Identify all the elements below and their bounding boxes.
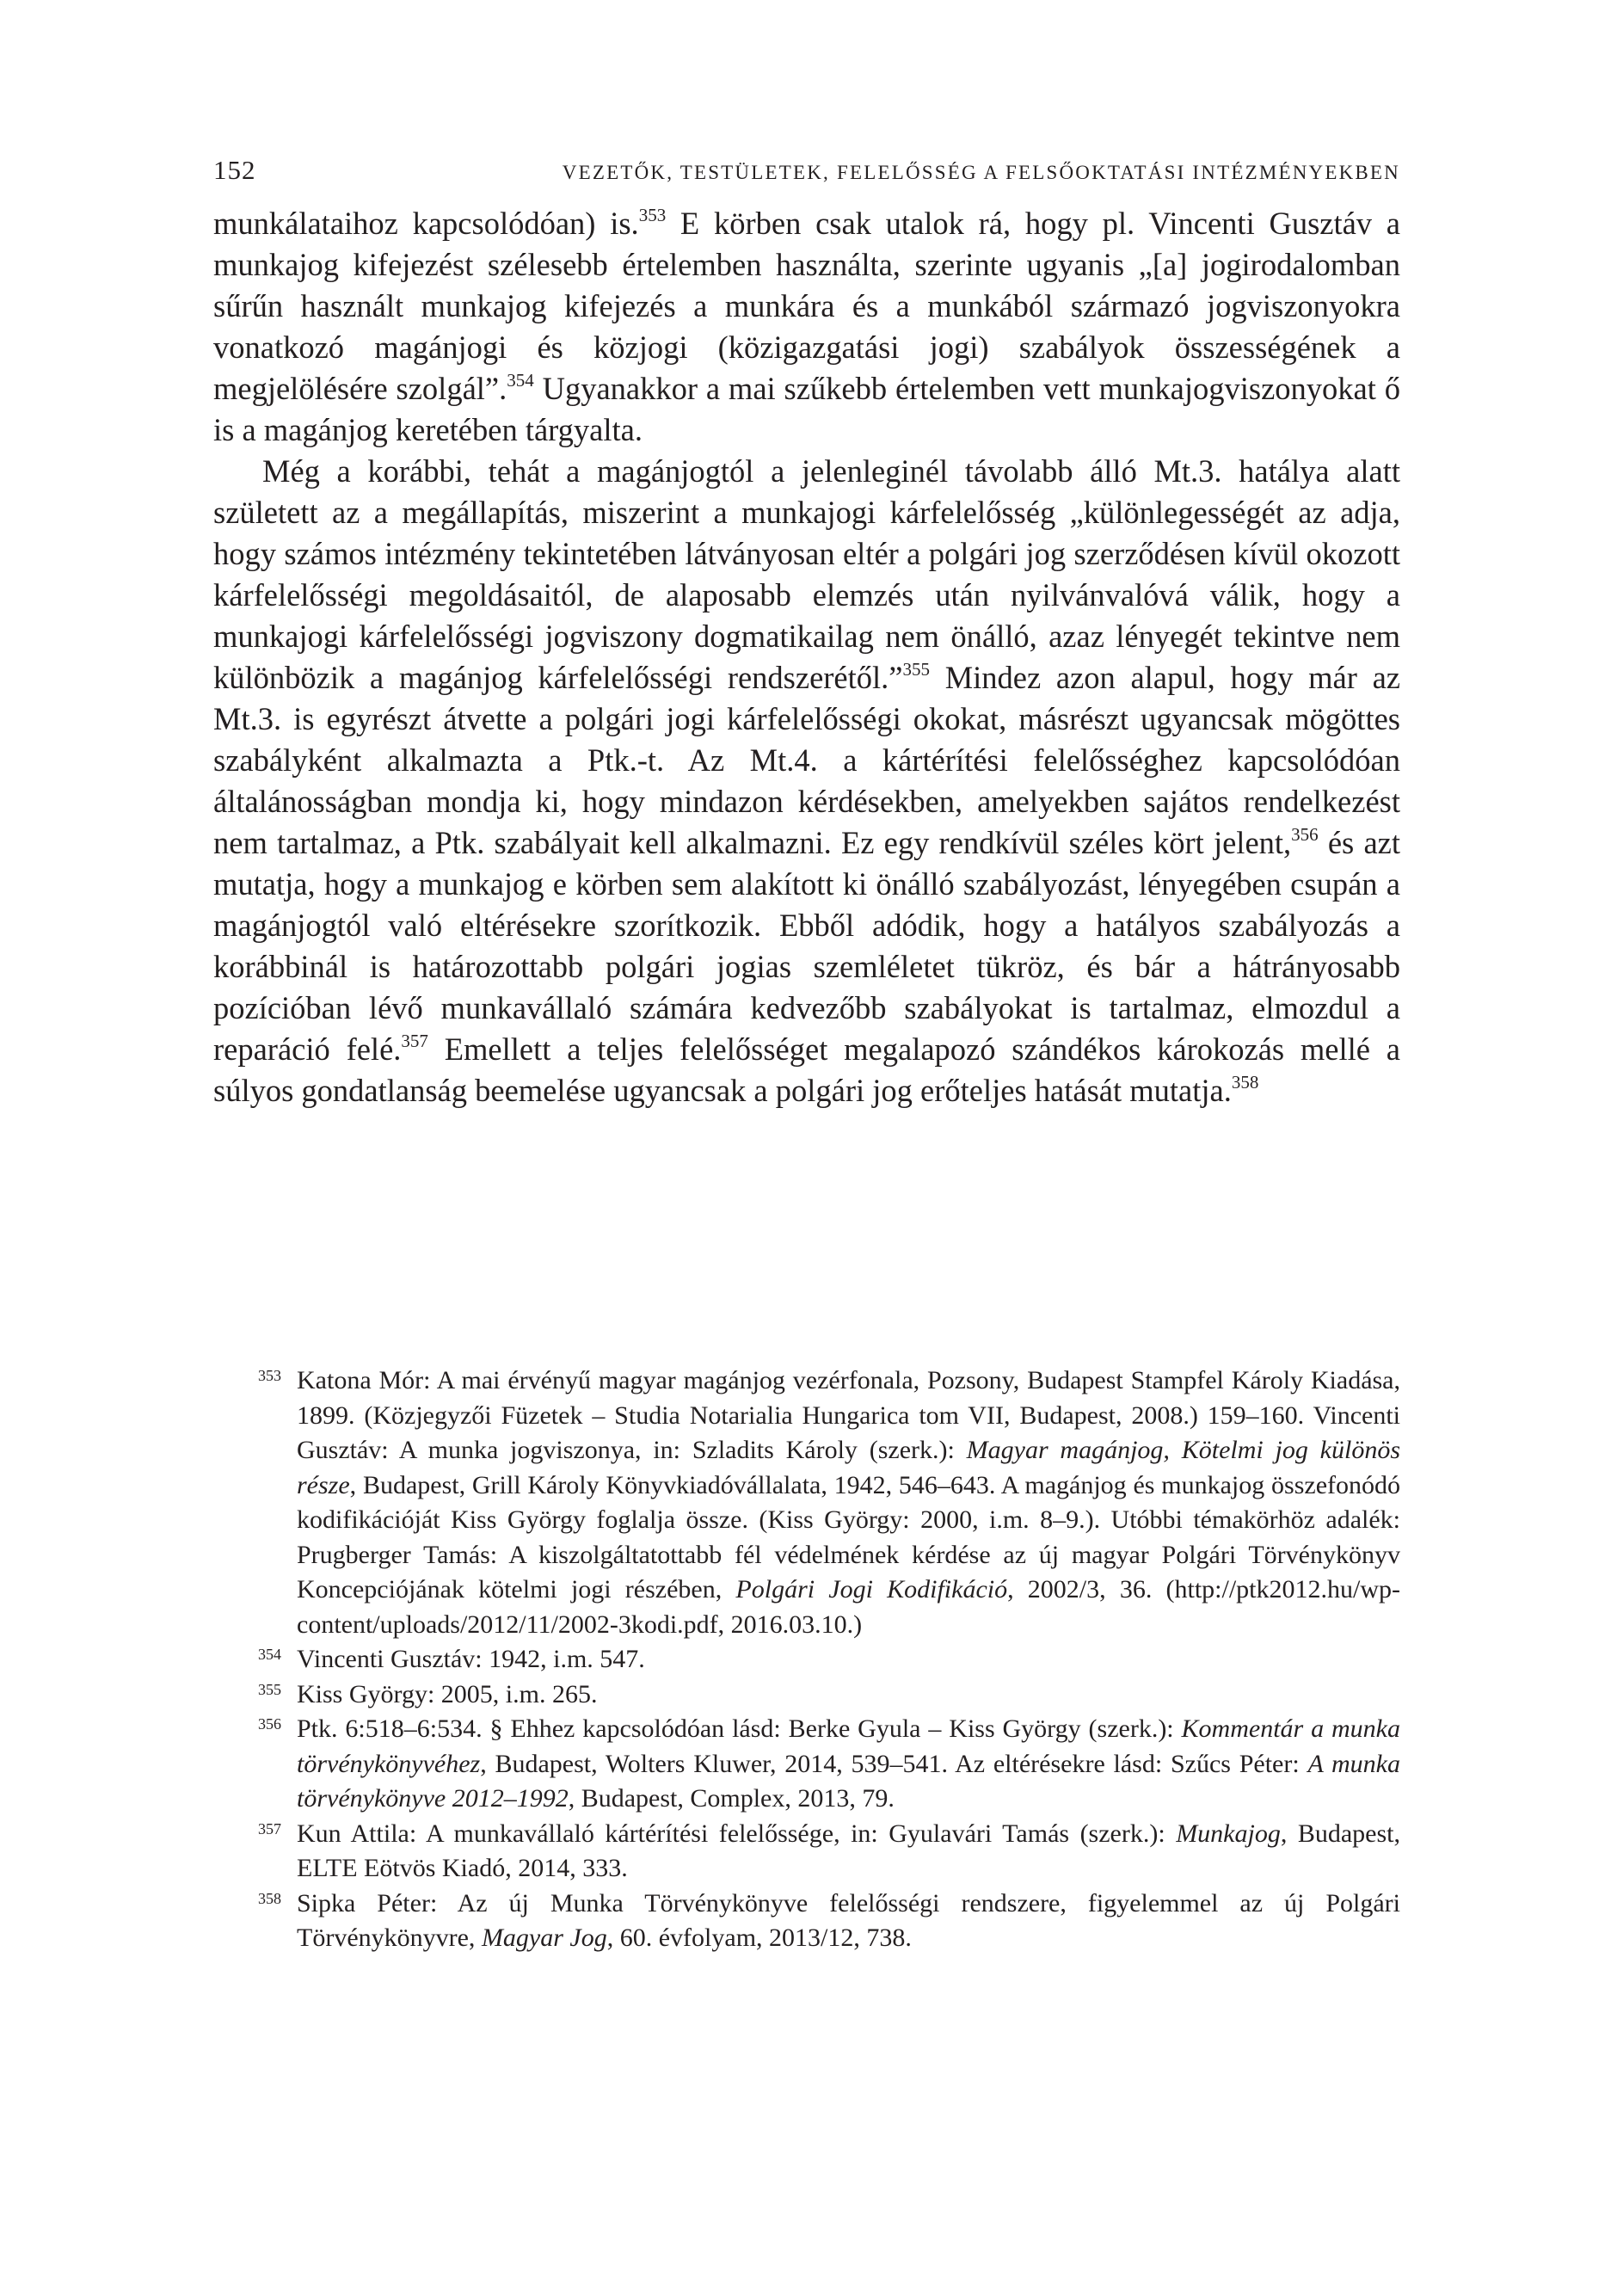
footnote-title-italic: A munka törvénykönyve 2012–1992 bbox=[297, 1749, 1401, 1813]
footnote-number: 355 bbox=[258, 1680, 281, 1698]
footnote-text bbox=[297, 1887, 1400, 1956]
body-text-run: és azt mutatja, hogy a munkajog e körben sem alakított ki önálló szabályozást, lényegében csupán a magánjogtól való eltérésekre szorítkozik. Ebből adódik, hogy a hatályos szabályozás a korábbinál is határozottabb polgári jogias szemléletet tükröz, és bár a hátrányosabb pozícióban lévő munkavállaló számára kedvezőbb szabályokat is tartalmaz, elmozdul a reparáció felé. bbox=[213, 825, 1400, 1067]
body-paragraph bbox=[213, 203, 1400, 451]
footnote-reference[interactable]: 357 bbox=[401, 1031, 428, 1051]
page-number: 152 bbox=[213, 155, 256, 185]
body-paragraph bbox=[213, 451, 1400, 1111]
footnote-text-run: Vincenti Gusztáv: 1942, i.m. 547. bbox=[297, 1645, 645, 1673]
footnote-reference[interactable]: 355 bbox=[902, 659, 930, 680]
footnote-title-italic: Kommentár a munka törvénykönyvéhez bbox=[297, 1714, 1400, 1778]
footnote-text-run: Katona Mór: A mai érvényű magyar magánjog vezérfonala, Pozsony, Budapest Stampfel Károly Kiadása, 1899. (Közjegyzői Füzetek – Studia Notarialia Hungarica tom VII, Budapest, 2008.) 159–160. Vincenti Gusztáv: A munka jogviszonya, in: Szladits Károly (szerk.): bbox=[297, 1366, 1400, 1464]
body-text-run: E körben csak utalok rá, hogy pl. Vincenti Gusztáv a munkajog kifejezést szélesebb értelemben használta, szerinte ugyanis „[a] jogirodalomban sűrűn használt munkajog kifejezés a munkára és a munkából származó jogviszonyokra vonatkozó magánjogi és közjogi (közigazgatási jogi) szabályok összességének a megjelölésére szolgál”. bbox=[213, 206, 1401, 406]
footnote-358 bbox=[258, 1887, 1400, 1956]
footnote-357 bbox=[258, 1817, 1400, 1887]
footnote-text-run: , Budapest, ELTE Eötvös Kiadó, 2014, 333. bbox=[297, 1819, 1400, 1882]
body-text-run: Még a korábbi, tehát a magánjogtól a jelenleginél távolabb álló Mt.3. hatálya alatt született az a megállapítás, miszerint a munkajogi kárfelelősség „különlegességét az adja, hogy számos intézmény tekintetében látványosan eltér a polgári jog szerződésen kívül okozott kárfelelősségi megoldásaitól, de alaposabb elemzés után nyilvánvalóvá válik, hogy a munkajogi kárfelelősségi jogviszony dogmatikailag nem önálló, azaz lényegét tekintve nem különbözik a magánjog kárfelelősségi rendszerétől.” bbox=[213, 453, 1400, 695]
footnote-number: 358 bbox=[258, 1889, 281, 1907]
footnote-text-run: , Budapest, Complex, 2013, 79. bbox=[568, 1784, 895, 1813]
footnote-text bbox=[297, 1677, 1400, 1713]
footnote-text bbox=[297, 1363, 1400, 1642]
footnote-text bbox=[297, 1817, 1400, 1887]
body-text-run: munkálataihoz kapcsolódóan) is. bbox=[213, 206, 639, 241]
footnote-title-italic: Munkajog bbox=[1176, 1819, 1281, 1848]
footnote-text-run: , 2002/3, 36. (http://ptk2012.hu/wp-content/uploads/2012/11/2002-3kodi.pdf, 2016.03.10.) bbox=[297, 1575, 1400, 1639]
footnote-number: 353 bbox=[258, 1367, 281, 1384]
footnote-number: 354 bbox=[258, 1646, 281, 1663]
footnote-354 bbox=[258, 1642, 1400, 1677]
body-text-run: Mindez azon alapul, hogy már az Mt.3. is egyrészt átvette a polgári jogi kárfelelősségi okokat, másrészt ugyancsak mögöttes szabályként alkalmazta a Ptk.-t. Az Mt.4. a kártérítési felelősséghez kapcsolódóan általánosságban mondja ki, hogy mindazon kérdésekben, amelyekben sajátos rendelkezést nem tartalmaz, a Ptk. szabályait kell alkalmazni. Ez egy rendkívül széles kört jelent, bbox=[213, 660, 1400, 860]
page-header bbox=[213, 155, 1400, 189]
footnote-355 bbox=[258, 1677, 1400, 1713]
footnote-number: 356 bbox=[258, 1715, 281, 1733]
footnote-356 bbox=[258, 1712, 1400, 1817]
footnote-text-run: , Budapest, Grill Károly Könyvkiadóvállalata, 1942, 546–643. A magánjog és munkajog összefonódó kodifikációját Kiss György foglalja össze. (Kiss György: 2000, i.m. 8–9.). Utóbbi témakörhöz adalék: Prugberger Tamás: A kiszolgáltatottabb fél védelmének kérdése az új magyar Polgári Törvénykönyv Koncepciójának kötelmi jogi részében, bbox=[297, 1470, 1400, 1604]
footnote-reference[interactable]: 354 bbox=[507, 370, 534, 391]
body-text-run: Emellett a teljes felelősséget megalapozó szándékos károkozás mellé a súlyos gondatlanság beemelése ugyancsak a polgári jog erőteljes hatását mutatja. bbox=[213, 1031, 1401, 1108]
footnote-title-italic: Magyar magánjog, Kötelmi jog különös része bbox=[297, 1436, 1400, 1499]
body-text bbox=[213, 203, 1400, 1111]
footnotes bbox=[258, 1363, 1400, 1956]
footnote-text-run: Kiss György: 2005, i.m. 265. bbox=[297, 1679, 598, 1708]
running-head: VEZETŐK, TESTÜLETEK, FELELŐSSÉG A FELSŐOKTATÁSI INTÉZMÉNYEKBEN bbox=[562, 162, 1400, 183]
footnote-text bbox=[297, 1712, 1400, 1817]
footnote-text-run: , Budapest, Wolters Kluwer, 2014, 539–541. Az eltérésekre lásd: Szűcs Péter: bbox=[480, 1749, 1308, 1778]
footnote-text-run: Kun Attila: A munkavállaló kártérítési felelőssége, in: Gyulavári Tamás (szerk.): bbox=[297, 1819, 1177, 1848]
footnote-title-italic: Polgári Jogi Kodifikáció bbox=[735, 1575, 1008, 1604]
footnote-text-run: , 60. évfolyam, 2013/12, 738. bbox=[606, 1924, 912, 1952]
footnote-text-run: Sipka Péter: Az új Munka Törvénykönyve felelősségi rendszere, figyelemmel az új Polgári Törvénykönyvre, bbox=[297, 1888, 1400, 1952]
footnote-text bbox=[297, 1642, 1400, 1677]
footnote-reference[interactable]: 358 bbox=[1231, 1072, 1259, 1093]
footnote-title-italic: Magyar Jog bbox=[481, 1924, 607, 1952]
footnote-353 bbox=[258, 1363, 1400, 1642]
footnote-text-run: Ptk. 6:518–6:534. § Ehhez kapcsolódóan lásd: Berke Gyula – Kiss György (szerk.): bbox=[297, 1714, 1182, 1743]
footnote-reference[interactable]: 353 bbox=[638, 205, 667, 225]
footnote-number: 357 bbox=[258, 1819, 281, 1837]
footnote-reference[interactable]: 356 bbox=[1291, 824, 1319, 845]
body-text-run: Ugyanakkor a mai szűkebb értelemben vett munkajogviszonyokat ő is a magánjog keretében tárgyalta. bbox=[213, 371, 1401, 447]
